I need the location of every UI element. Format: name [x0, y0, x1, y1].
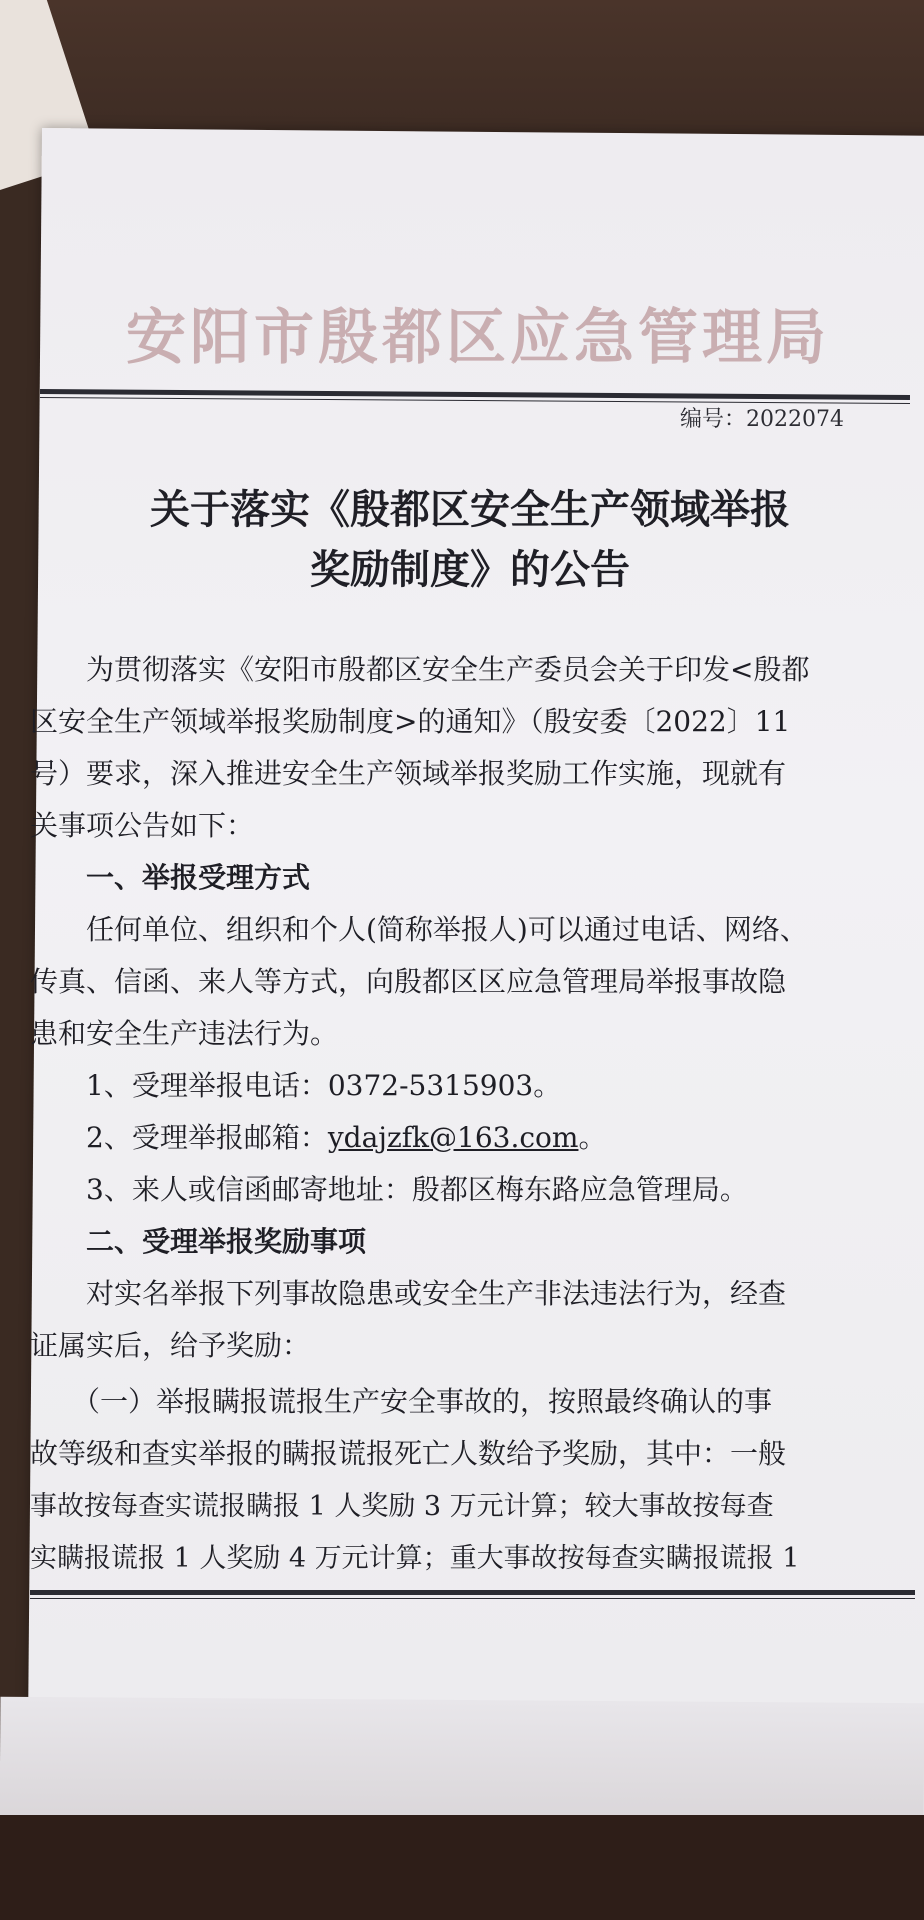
intro-line: 关事项公告如下：	[30, 809, 255, 842]
document-number: 编号：2022074	[680, 407, 844, 432]
section1-heading: 一、举报受理方式	[30, 861, 311, 894]
email-item-suffix: 。	[578, 1121, 607, 1154]
section1-text-line: 患和安全生产违法行为。	[30, 1017, 339, 1050]
footer-rule	[30, 1590, 915, 1595]
agency-letterhead: 安阳市殷都区应急管理局	[126, 303, 830, 373]
section1-text-line: 任何单位、组织和个人(简称举报人)可以通过电话、网络、	[30, 913, 808, 946]
clause1-line: 实瞒报谎报 1 人奖励 4 万元计算；重大事故按每查实瞒报谎报 1	[30, 1543, 800, 1574]
clause1-line: 故等级和查实举报的瞒报谎报死亡人数给予奖励，其中：一般	[30, 1437, 787, 1470]
intro-line: 区安全生产领域举报奖励制度>的通知》（殷安委〔2022〕11	[30, 705, 791, 738]
section2-text-line: 对实名举报下列事故隐患或安全生产非法违法行为，经查	[30, 1277, 787, 1310]
section1-text-line: 传真、信函、来人等方式，向殷都区区应急管理局举报事故隐	[30, 965, 787, 998]
clause1-line: （一）举报瞒报谎报生产安全事故的，按照最终确认的事	[30, 1385, 773, 1418]
intro-line: 为贯彻落实《安阳市殷都区安全生产委员会关于印发<殷都	[30, 653, 810, 686]
section2-heading: 二、受理举报奖励事项	[30, 1225, 367, 1258]
report-email: ydajzfk@163.com	[327, 1121, 579, 1154]
document-title-line1: 关于落实《殷都区安全生产领域举报	[150, 486, 790, 533]
clause1-line: 事故按每查实谎报瞒报 1 人奖励 3 万元计算；较大事故按每查	[30, 1491, 774, 1522]
intro-line: 号）要求，深入推进安全生产领域举报奖励工作实施，现就有	[30, 757, 787, 790]
email-item	[30, 1116, 910, 1156]
address-item: 3、来人或信函邮寄地址：殷都区梅东路应急管理局。	[30, 1173, 748, 1206]
email-item-prefix: 2、受理举报邮箱：	[30, 1121, 328, 1154]
document-title-line2: 奖励制度》的公告	[310, 546, 630, 593]
footer-rule-thin	[30, 1598, 915, 1599]
section2-text-line: 证属实后，给予奖励：	[30, 1329, 311, 1362]
hotline-item: 1、受理举报电话：0372-5315903。	[30, 1069, 562, 1102]
